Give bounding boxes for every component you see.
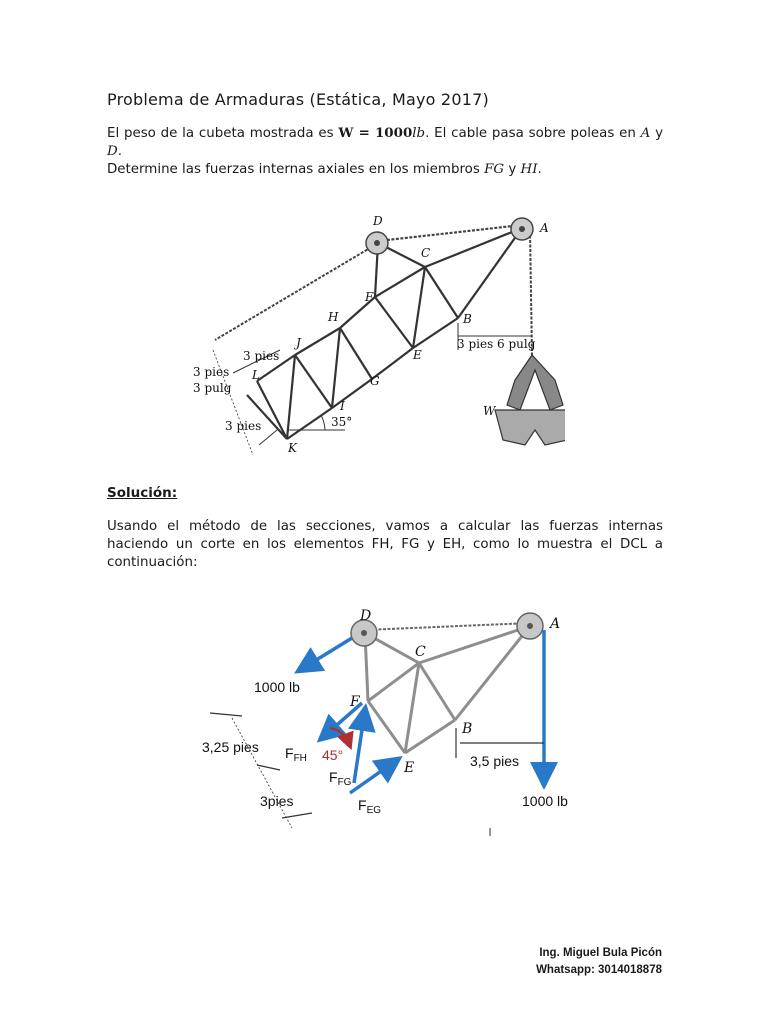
angle-label: 35°: [331, 415, 353, 429]
problem-text: .: [537, 162, 542, 177]
author-phone: Whatsapp: 3014018878: [536, 964, 662, 976]
cable-d-a: [378, 225, 522, 241]
problem-text: y: [650, 126, 664, 141]
label-a: A: [550, 616, 561, 632]
label-f: F: [350, 694, 360, 710]
problem-text: El peso de la cubeta mostrada es: [107, 126, 339, 141]
label-e: E: [404, 760, 415, 776]
dim-3pies-3pulg-a: 3 pies: [193, 365, 230, 379]
dim-3pies-bottom: 3 pies: [225, 419, 262, 433]
label-c: C: [415, 644, 426, 660]
label-a: A: [540, 221, 549, 235]
dim-35-label: 3,5 pies: [470, 753, 520, 769]
pulley-d: D: [107, 144, 118, 159]
bucket-icon: [495, 355, 565, 445]
label-e: E: [413, 348, 422, 362]
solution-heading: Solución:: [107, 485, 178, 501]
problem-statement: [107, 124, 663, 179]
force-d-label: 1000 lb: [254, 679, 300, 695]
label-f: F: [365, 290, 374, 304]
member-hi: HI: [520, 162, 538, 177]
cable-d-l: [215, 245, 375, 340]
truss-figure: [185, 205, 565, 470]
problem-text: Determine las fuerzas internas axiales en los miembros: [107, 162, 485, 177]
pulley-a-hub-icon: [519, 226, 525, 232]
footer: [536, 945, 662, 979]
pulley-d-hub-icon: [361, 630, 367, 636]
fbd-figure: [172, 588, 597, 850]
pulley-a-hub-icon: [527, 623, 533, 629]
force-fh-label: $F_{FH}$: [285, 745, 307, 764]
label-c: C: [421, 246, 431, 260]
label-k: K: [288, 441, 297, 455]
weight-eq: W = 1000: [338, 125, 413, 141]
label-i: I: [340, 399, 345, 413]
angle-label: 45°: [322, 747, 344, 763]
label-b: B: [463, 312, 472, 326]
angle-arc: [321, 415, 325, 430]
pulley-d-hub-icon: [374, 240, 380, 246]
dim-325-label: 3,25 pies: [202, 739, 259, 755]
dim-line-bottom: [259, 430, 277, 445]
problem-text: .: [117, 144, 123, 159]
label-h: H: [328, 310, 339, 324]
force-eg-label: $F_{EG}$: [358, 797, 382, 816]
page-title: Problema de Armaduras (Estática, Mayo 2017): [107, 90, 489, 109]
force-a-label: 1000 lb: [522, 793, 568, 809]
label-j: J: [296, 336, 301, 350]
truss-members: [247, 228, 522, 439]
pulley-a: A: [640, 126, 651, 141]
solution-text: Usando el método de las secciones, vamos a calcular las fuerzas internas haciendo un corte en los elementos FH, FG y EH, como lo muestra el DCL a continuación:: [107, 519, 663, 570]
weight-unit: lb: [412, 126, 426, 141]
problem-text: y: [504, 162, 521, 177]
label-w: W: [483, 404, 496, 418]
dim-3pies-3pulg-b: 3 pulg: [193, 381, 232, 395]
label-b: B: [462, 721, 473, 737]
label-l: L: [252, 368, 260, 382]
problem-text: . El cable pasa sobre poleas en: [425, 126, 641, 141]
label-d: D: [360, 608, 372, 624]
label-g: G: [370, 374, 380, 388]
member-fg: FG: [484, 162, 505, 177]
author-name: Ing. Miguel Bula Picón: [539, 947, 662, 959]
dim-b-a: 3 pies 6 pulg: [457, 337, 536, 351]
dim-3pies-top: 3 pies: [243, 349, 280, 363]
force-fg-label: $F_{FG}$: [329, 769, 352, 788]
dim-3-label: 3pies: [260, 793, 294, 809]
label-d: D: [373, 214, 383, 228]
